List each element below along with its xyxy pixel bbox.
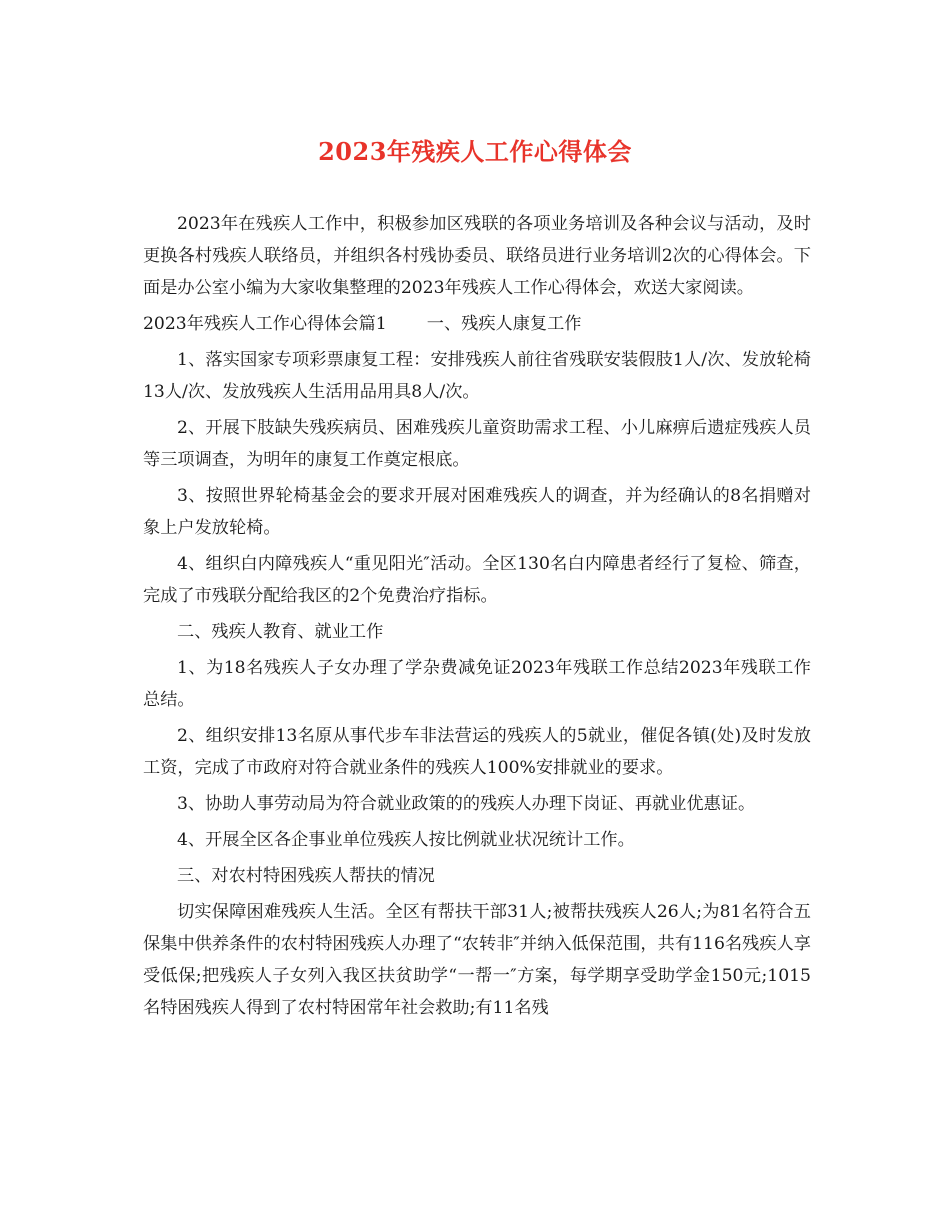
paragraph-3: 3、按照世界轮椅基金会的要求开展对困难残疾人的调查，并为经确认的8名捐赠对象上户发放轮椅。 — [143, 486, 811, 538]
section-heading: 一、残疾人康复工作 — [426, 314, 582, 334]
paragraph-2: 2、开展下肢缺失残疾病员、困难残疾儿童资助需求工程、小儿麻痹后遗症残疾人员等三项调查，为明年的康复工作奠定根底。 — [143, 418, 811, 470]
section-heading-3: 三、对农村特困残疾人帮扶的情况 — [177, 866, 435, 886]
document-title: 2023年残疾人工作心得体会 — [318, 137, 632, 166]
article-heading: 2023年残疾人工作心得体会篇1 — [143, 314, 387, 334]
article-heading-line — [143, 308, 811, 340]
paragraph-5: 1、为18名残疾人子女办理了学杂费减免证2023年残联工作总结2023年残联工作总结。 — [143, 658, 811, 710]
paragraph-4: 4、组织白内障残疾人“重见阳光″活动。全区130名白内障患者经行了复检、筛查，完成了市残联分配给我区的2个免费治疗指标。 — [143, 554, 811, 606]
intro-paragraph: 2023年在残疾人工作中，积极参加区残联的各项业务培训及各种会议与活动，及时更换各村残疾人联络员，并组织各村残协委员、联络员进行业务培训2次的心得体会。下面是办公室小编为大家收集整理的2023年残疾人工作心得体会，欢送大家阅读。 — [143, 214, 811, 298]
paragraph-9: 切实保障困难残疾人生活。全区有帮扶干部31人;被帮扶残疾人26人;为81名符合五保集中供养条件的农村特困残疾人办理了“农转非″并纳入低保范围，共有116名残疾人享受低保;把残疾人子女列入我区扶贫助学“一帮一″方案，每学期享受助学金150元;1015名特困残疾人得到了农村特困常年社会救助;有11名残 — [143, 902, 811, 1018]
document-body — [143, 208, 811, 1028]
paragraph-6: 2、组织安排13名原从事代步车非法营运的残疾人的5就业，催促各镇(处)及时发放工资，完成了市政府对符合就业条件的残疾人100%安排就业的要求。 — [143, 726, 811, 778]
section-heading-2: 二、残疾人教育、就业工作 — [177, 622, 384, 642]
paragraph-1: 1、落实国家专项彩票康复工程：安排残疾人前往省残联安装假肢1人/次、发放轮椅13人/次、发放残疾人生活用品用具8人/次。 — [143, 350, 811, 402]
paragraph-7: 3、协助人事劳动局为符合就业政策的的残疾人办理下岗证、再就业优惠证。 — [177, 794, 756, 814]
paragraph-8: 4、开展全区各企事业单位残疾人按比例就业状况统计工作。 — [177, 830, 635, 850]
